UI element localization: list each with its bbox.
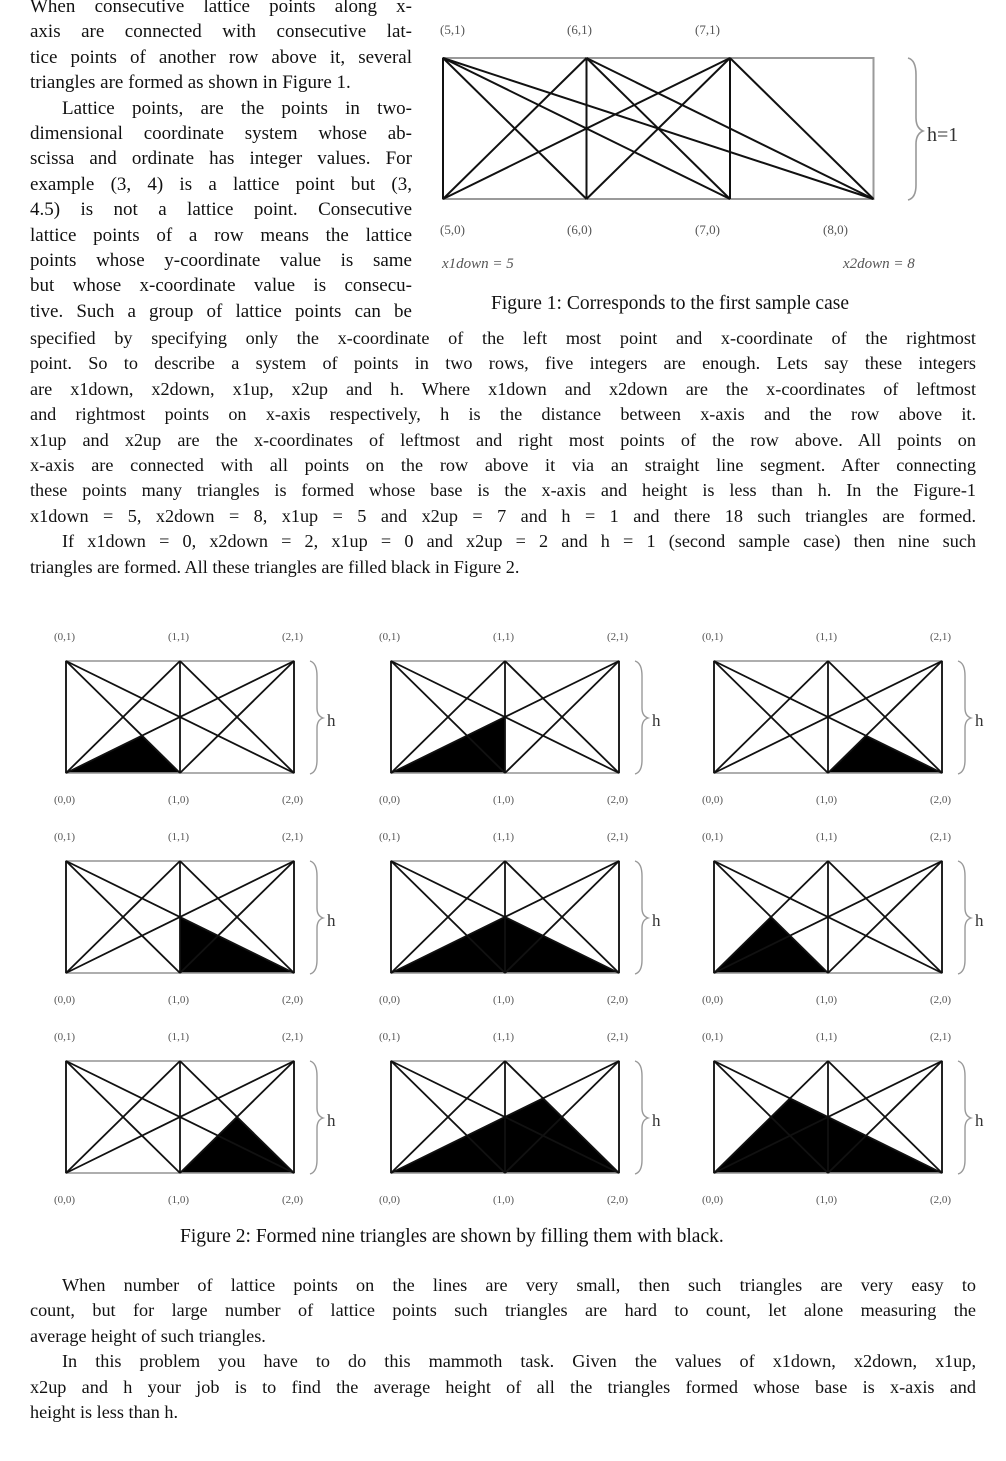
panel-h-label: h (327, 911, 336, 930)
panel-top-label: (2,1) (607, 631, 629, 643)
fig1-brace (908, 58, 923, 200)
fig1-bottom-label: (5,0) (440, 222, 465, 237)
panel-bottom-label: (2,0) (282, 794, 304, 806)
text-line: are x1down, x2down, x1up, x2up and h. Where x1down and x2down are the x-coordinates of leftmost (30, 378, 976, 399)
text-line: In this problem you have to do this mammoth task. Given the values of x1down, x2down, x1up, (62, 1351, 976, 1372)
text-line: triangles are formed as shown in Figure 1. (30, 72, 351, 94)
panel-h-label: h (327, 711, 336, 730)
panel-top-label: (2,1) (607, 831, 629, 843)
panel-bottom-label: (2,0) (607, 794, 629, 806)
panel-brace (310, 1061, 323, 1174)
figure-1-lattice (443, 58, 874, 199)
panel-bottom-label: (0,0) (54, 1194, 76, 1206)
panel-brace (958, 1061, 971, 1174)
panel-top-label: (1,1) (816, 631, 838, 643)
panel-top-label: (0,1) (379, 831, 401, 843)
figure-2-panel (688, 1018, 1006, 1218)
fig1-segment (730, 58, 874, 199)
text-line: lattice points of a row means the lattice (30, 224, 412, 246)
panel-brace (310, 661, 323, 774)
panel-bottom-label: (2,0) (607, 994, 629, 1006)
fig1-bottom-label: (7,0) (695, 222, 720, 237)
panel-h-label: h (975, 1111, 984, 1130)
body-paragraph-1 (30, 326, 976, 580)
text-line: these points many triangles is formed whose base is the x-axis and height is less than h. In the Figure-1 (30, 480, 976, 501)
fig1-h-label: h=1 (927, 124, 959, 146)
panel-bottom-label: (2,0) (607, 1194, 629, 1206)
panel-top-label: (0,1) (702, 631, 724, 643)
panel-top-label: (1,1) (168, 831, 190, 843)
text-line: If x1down = 0, x2down = 2, x1up = 0 and x2up = 2 and h = 1 (second sample case) then nine such (62, 531, 976, 552)
panel-bottom-label: (2,0) (930, 794, 952, 806)
text-line: tive. Such a group of lattice points can be (30, 300, 412, 322)
panel-bottom-label: (1,0) (816, 794, 838, 806)
text-line: 4.5) is not a lattice point. Consecutive (30, 199, 412, 221)
text-line: When consecutive lattice points along x- (30, 0, 412, 17)
filled-triangle (66, 736, 180, 773)
panel-top-label: (2,1) (930, 831, 952, 843)
text-line: x1down = 5, x2down = 8, x1up = 5 and x2up = 7 and h = 1 and there 18 such triangles are formed. (30, 505, 976, 526)
text-line: specified by specifying only the x-coordinate of the left most point and x-coordinate of the rightmost (30, 328, 976, 348)
panel-bottom-label: (1,0) (168, 1194, 190, 1206)
figure-2-panel (365, 1018, 685, 1218)
panel-bottom-label: (0,0) (702, 794, 724, 806)
panel-bottom-label: (1,0) (493, 1194, 515, 1206)
figure-2 (40, 618, 1006, 1218)
panel-top-label: (2,1) (282, 1031, 304, 1043)
text-line: axis are connected with consecutive lat- (30, 21, 412, 43)
text-line: count, but for large number of lattice points such triangles are hard to count, let alone measuring the (30, 1300, 976, 1321)
fig1-top-label: (5,1) (440, 22, 465, 37)
panel-bottom-label: (2,0) (282, 994, 304, 1006)
panel-top-label: (2,1) (282, 631, 304, 643)
text-line: When number of lattice points on the lines are very small, then such triangles are very easy to (62, 1275, 976, 1295)
panel-bottom-label: (2,0) (282, 1194, 304, 1206)
panel-brace (958, 861, 971, 974)
text-line: point. So to describe a system of points in two rows, five integers are enough. Lets say these integers (30, 353, 976, 374)
figure-2-panel (40, 618, 360, 818)
panel-bottom-label: (2,0) (930, 994, 952, 1006)
panel-bottom-label: (0,0) (702, 994, 724, 1006)
panel-top-label: (1,1) (493, 831, 515, 843)
panel-bottom-label: (0,0) (54, 794, 76, 806)
panel-top-label: (0,1) (702, 831, 724, 843)
panel-top-label: (0,1) (379, 631, 401, 643)
text-line: x2up and h your job is to find the average height of all the triangles formed whose base is x-axis and (30, 1376, 976, 1397)
fig1-top-label: (7,1) (695, 22, 720, 37)
panel-top-label: (1,1) (168, 1031, 190, 1043)
text-line: x-axis are connected with all points on the row above it via an straight line segment. After connecting (30, 454, 976, 475)
figure-2-panel (688, 618, 1006, 818)
panel-bottom-label: (1,0) (816, 1194, 838, 1206)
figure-2-caption: Figure 2: Formed nine triangles are shown by filling them with black. (180, 1226, 724, 1247)
filled-triangle (828, 736, 942, 773)
panel-bottom-label: (0,0) (379, 994, 401, 1006)
panel-bottom-label: (1,0) (168, 794, 190, 806)
panel-top-label: (1,1) (493, 1031, 515, 1043)
text-line: tice points of another row above it, several (30, 46, 412, 68)
panel-top-label: (1,1) (816, 831, 838, 843)
panel-brace (635, 661, 648, 774)
panel-bottom-label: (1,0) (816, 994, 838, 1006)
text-line: x1up and x2up are the x-coordinates of leftmost and right most points of the row above. All points on (30, 429, 976, 450)
panel-bottom-label: (0,0) (702, 1194, 724, 1206)
panel-top-label: (0,1) (54, 631, 76, 643)
panel-top-label: (0,1) (54, 831, 76, 843)
panel-bottom-label: (1,0) (493, 994, 515, 1006)
panel-bottom-label: (0,0) (54, 994, 76, 1006)
text-line: and rightmost points on x-axis respectively, h is the distance between x-axis and the row above it. (30, 404, 976, 425)
text-line: average height of such triangles. (30, 1325, 266, 1346)
panel-top-label: (2,1) (930, 631, 952, 643)
text-line: but whose x-coordinate value is consecu- (30, 275, 412, 297)
fig1-bottom-label: (8,0) (823, 222, 848, 237)
panel-top-label: (0,1) (702, 1031, 724, 1043)
panel-bottom-label: (0,0) (379, 1194, 401, 1206)
panel-brace (635, 861, 648, 974)
figure-2-panel (40, 1018, 360, 1218)
panel-top-label: (1,1) (493, 631, 515, 643)
panel-h-label: h (652, 911, 661, 930)
fig1-top-label: (6,1) (567, 22, 592, 37)
figure-2-panel (688, 818, 1006, 1018)
panel-top-label: (1,1) (168, 631, 190, 643)
panel-bottom-label: (2,0) (930, 1194, 952, 1206)
intro-paragraph (30, 0, 412, 324)
panel-top-label: (0,1) (379, 1031, 401, 1043)
figure-1 (430, 0, 990, 285)
fig1-x2down-label: x2down = 8 (843, 256, 915, 272)
panel-bottom-label: (1,0) (493, 794, 515, 806)
body-paragraph-2 (30, 1273, 976, 1425)
panel-h-label: h (652, 1111, 661, 1130)
panel-top-label: (2,1) (282, 831, 304, 843)
text-line: triangles are formed. All these triangles are filled black in Figure 2. (30, 556, 520, 577)
panel-bottom-label: (0,0) (379, 794, 401, 806)
panel-h-label: h (327, 1111, 336, 1130)
fig1-x1down-label: x1down = 5 (442, 256, 514, 272)
panel-h-label: h (975, 911, 984, 930)
figure-2-panel (365, 618, 685, 818)
panel-brace (958, 661, 971, 774)
text-line: height is less than h. (30, 1401, 179, 1422)
text-line: Lattice points, are the points in two- (62, 97, 412, 119)
text-line: example (3, 4) is a lattice point but (3, (30, 173, 412, 195)
panel-top-label: (2,1) (930, 1031, 952, 1043)
text-line: points whose y-coordinate value is same (30, 249, 412, 271)
panel-brace (310, 861, 323, 974)
panel-top-label: (1,1) (816, 1031, 838, 1043)
panel-brace (635, 1061, 648, 1174)
panel-h-label: h (652, 711, 661, 730)
panel-bottom-label: (1,0) (168, 994, 190, 1006)
panel-top-label: (0,1) (54, 1031, 76, 1043)
figure-1-caption: Figure 1: Corresponds to the first sample case (491, 293, 849, 314)
text-line: dimensional coordinate system whose ab- (30, 122, 412, 144)
panel-h-label: h (975, 711, 984, 730)
figure-2-panel (365, 818, 685, 1018)
panel-top-label: (2,1) (607, 1031, 629, 1043)
fig1-segment (443, 58, 874, 199)
text-line: scissa and ordinate has integer values. For (30, 148, 412, 170)
fig1-bottom-label: (6,0) (567, 222, 592, 237)
figure-2-panel (40, 818, 360, 1018)
